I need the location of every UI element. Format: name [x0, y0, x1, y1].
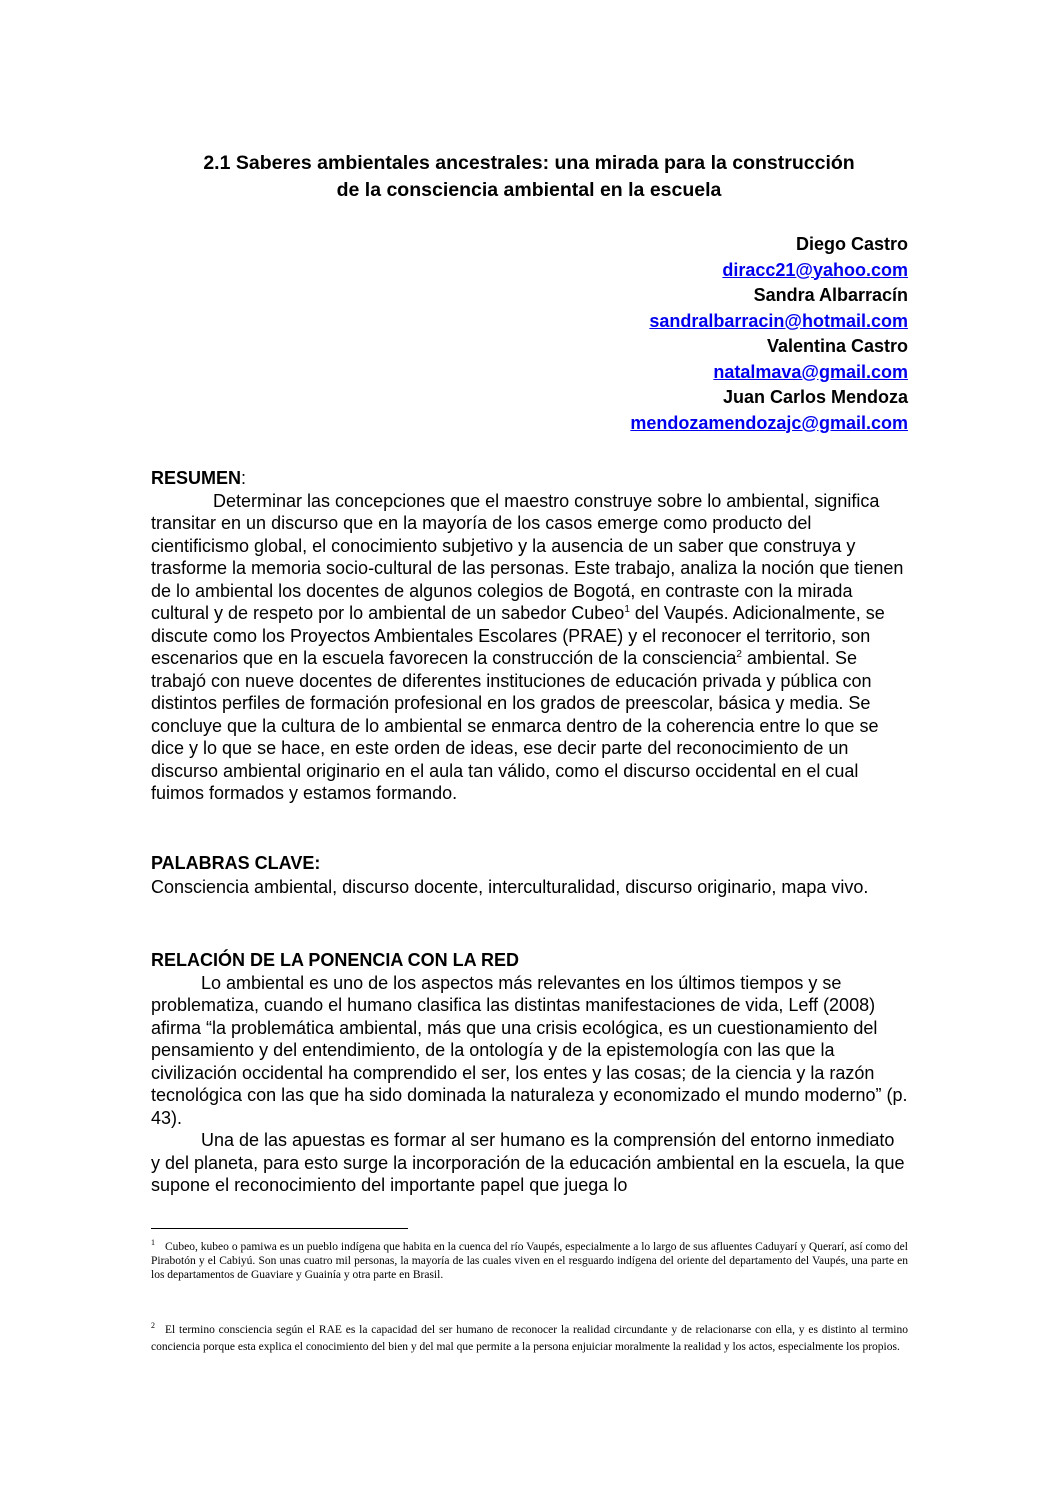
footnote-2: $^2$ El termino consciencia según el RAE es la capacidad del ser humano de reconocer la realidad circundante y de relacionarse con ella, y es distinto al termino conciencia porque esta explica el conocimiento del bien y del mal que permite a la persona enjuiciar moralmente la realidad y los actos, especialmente los propios. [151, 1321, 908, 1353]
author-list [630, 232, 908, 436]
keywords-heading: PALABRAS CLAVE: [151, 853, 321, 873]
author-email-link[interactable]: diracc21@yahoo.com [722, 259, 908, 280]
footnote-divider [151, 1228, 408, 1229]
author-email-link[interactable]: sandralbarracin@hotmail.com [649, 310, 908, 331]
relation-heading: RELACIÓN DE LA PONENCIA CON LA RED [151, 950, 520, 970]
author-email-link[interactable]: mendozamendozajc@gmail.com [630, 412, 908, 433]
author-name: Sandra Albarracín [753, 285, 908, 305]
footnote-number: 2 [151, 1321, 155, 1331]
relation-section [151, 949, 908, 1197]
footnote-ref-2[interactable]: 2 [736, 649, 742, 660]
author-name: Valentina Castro [766, 336, 908, 356]
footnote-ref-1[interactable]: 1 [624, 604, 630, 615]
relation-paragraph-1: Lo ambiental es uno de los aspectos más relevantes en los últimos tiempos y se problematiza, cuando el humano clasifica las distintas manifestaciones de vida, Leff (2008) afirma “la problemática ambiental, más que una crisis ecológica, es un cuestionamiento del pensamiento y del entendimiento, de la ontología y de la epistemología con las que la civilización occidental ha comprendido el ser, los entes y las cosas; de la ciencia y la razón tecnológica con las que ha sido dominada la naturaleza y economizado el mundo moderno” (p. 43). [151, 972, 908, 1128]
keywords-section [151, 852, 908, 900]
abstract-section [151, 467, 908, 805]
keywords-text: Consciencia ambiental, discurso docente, interculturalidad, discurso originario, mapa vivo. [151, 876, 869, 897]
relation-paragraph-2: Una de las apuestas es formar al ser humano es la comprensión del entorno inmediato y del planeta, para esto surge la incorporación de la educación ambiental en la escuela, la que supone el reconocimiento del importante papel que juega lo [151, 1130, 905, 1195]
abstract-heading: RESUMEN: [151, 468, 247, 488]
title-line-1: 2.1 Saberes ambientales ancestrales: una mirada para la construcción [203, 152, 855, 174]
paper-title [150, 150, 908, 204]
author-name: Juan Carlos Mendoza [722, 387, 908, 407]
title-line-2: de la consciencia ambiental en la escuela [336, 179, 722, 201]
author-name: Diego Castro [795, 234, 908, 254]
footnote-number: 1 [151, 1238, 155, 1248]
abstract-text: Determinar las concepciones que el maestro construye sobre lo ambiental, significa transitar en un discurso que en la mayoría de los casos emerge como producto del cientificismo global, el conocimiento subjetivo y la ausencia de un saber que construya y trasforme la memoria socio-cultural de las personas. Este trabajo, analiza la noción que tienen de lo ambiental los docentes de algunos colegios de Bogotá, en contraste con la mirada cultural y de respeto por lo ambiental de un sabedor Cubeo$^1$ del Vaupés. Adicionalmente, se discute como los Proyectos Ambientales Escolares (PRAE) y el reconocer el territorio, son escenarios que en la escuela favorecen la construcción de la consciencia$^2$ ambiental. Se trabajó con nueve docentes de diferentes instituciones de educación privada y pública con distintos perfiles de formación profesional en los grados de preescolar, básica y media. Se concluye que la cultura de lo ambiental se enmarca dentro de la coherencia entre lo que se dice y lo que se hace, en este orden de ideas, ese decir parte del reconocimiento de un discurso ambiental originario en el aula tan válido, como el discurso occidental en el cual fuimos formados y estamos formando. [151, 490, 904, 803]
author-email-link[interactable]: natalmava@gmail.com [713, 361, 908, 382]
footnote-1: $^1$ Cubeo, kubeo o pamiwa es un pueblo indígena que habita en la cuenca del río Vaupés, especialmente a lo largo de sus afluentes Caduyarí y Querarí, así como del Pirabotón y el Cabiyú. Son unas cuatro mil personas, la mayoría de las cuales viven en el resguardo indígena del oriente del departamento del Vaupés, una parte en los departamentos de Guaviare y Guainía y otra parte en Brasil. [151, 1238, 908, 1281]
